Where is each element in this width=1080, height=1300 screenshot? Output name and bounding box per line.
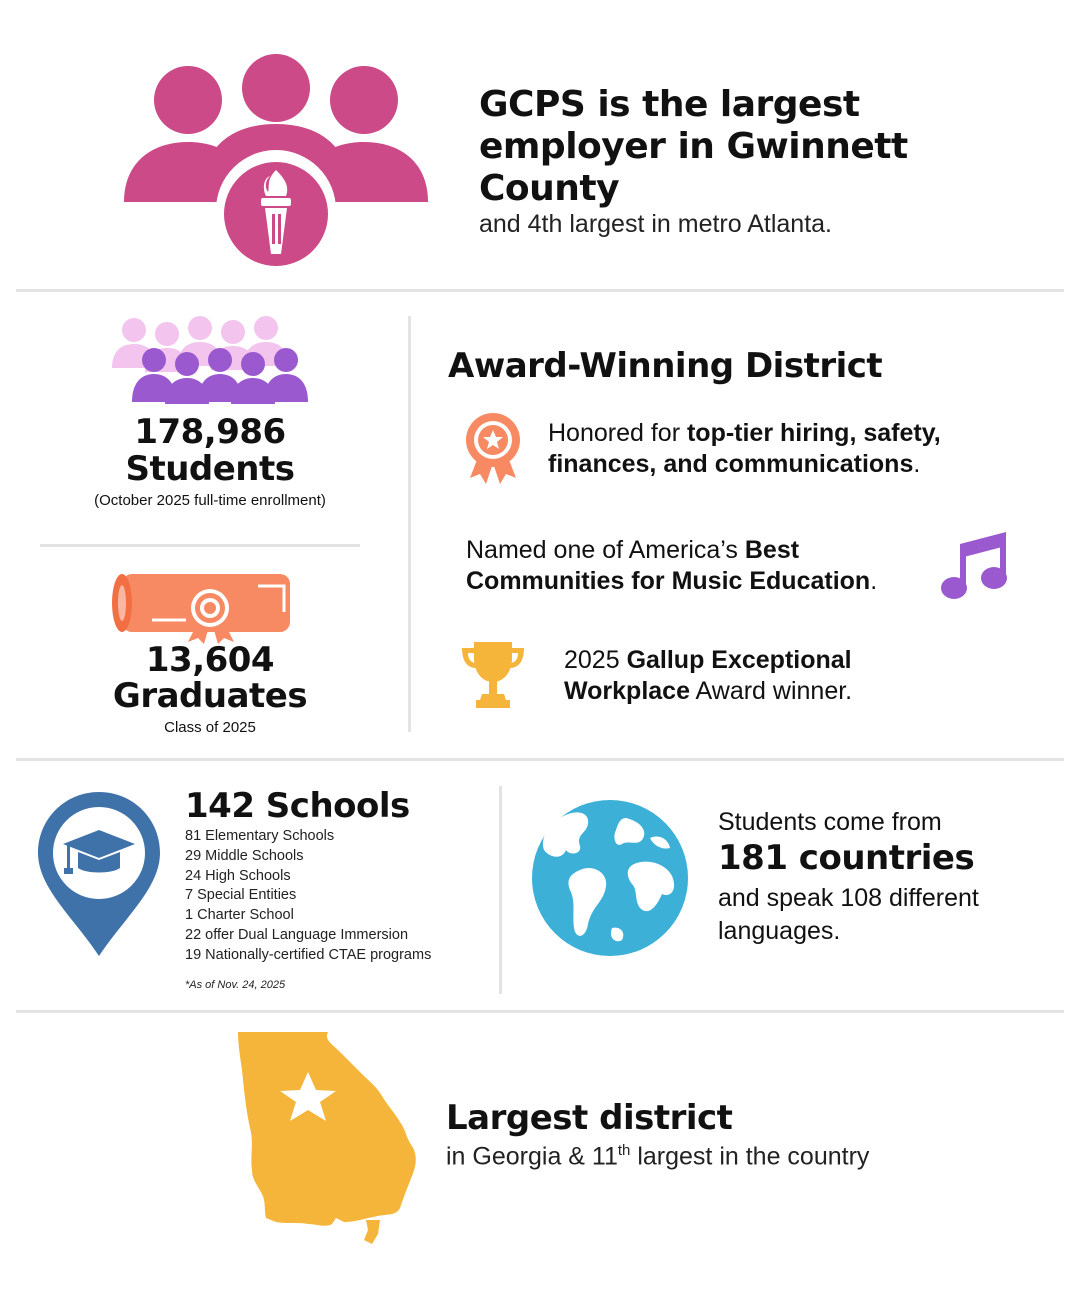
list-item: 24 High Schools: [185, 867, 291, 884]
largest-district-subtitle: in Georgia & 11th largest in the country: [446, 1142, 870, 1171]
graduates-note: Class of 2025: [164, 719, 256, 736]
people-torch-icon: [120, 52, 432, 268]
graduates-label: Graduates: [112, 676, 308, 716]
countries-count: 181 countries: [718, 838, 975, 878]
list-item: 1 Charter School: [185, 907, 294, 924]
list-item: 29 Middle Schools: [185, 847, 304, 864]
rosette-icon: [464, 412, 522, 484]
students-note: (October 2025 full-time enrollment): [94, 492, 326, 509]
list-item: 19 Nationally-certified CTAE programs: [185, 946, 432, 963]
trophy-icon: [460, 640, 526, 710]
countries-intro: Students come from: [718, 808, 942, 836]
list-item: 22 offer Dual Language Immersion: [185, 926, 409, 943]
employer-headline: GCPS is the largest employer in Gwinnett County: [479, 84, 908, 209]
list-item: 7 Special Entities: [185, 887, 297, 904]
divider: [40, 544, 360, 547]
students-count: 178,986: [134, 412, 286, 452]
music-note-icon: [940, 530, 1010, 602]
schools-heading: 142 Schools: [185, 786, 410, 826]
divider: [408, 316, 411, 732]
diploma-icon: [108, 568, 298, 644]
graduates-count: 13,604: [145, 640, 275, 680]
georgia-map-icon: [236, 1030, 420, 1248]
graduation-pin-icon: [36, 790, 162, 958]
divider: [499, 786, 502, 994]
languages-text: and speak 108 different languages.: [718, 884, 979, 945]
employer-subtitle: and 4th largest in metro Atlanta.: [479, 210, 832, 238]
students-label: Students: [125, 449, 295, 489]
schools-list: [185, 827, 431, 966]
divider: [16, 758, 1064, 761]
schools-footnote: *As of Nov. 24, 2025: [185, 979, 286, 991]
award-item-3: 2025 Gallup Exceptional Workplace Award winner.: [564, 646, 853, 705]
list-item: 81 Elementary Schools: [185, 828, 335, 844]
divider: [16, 1010, 1064, 1013]
globe-icon: [530, 798, 690, 958]
award-item-2: Named one of America’s Best Communities for Music Education.: [466, 536, 878, 595]
awards-heading: Award-Winning District: [448, 346, 883, 386]
divider: [16, 289, 1064, 292]
largest-district-heading: Largest district: [446, 1098, 733, 1138]
students-group-icon: [106, 316, 316, 406]
award-item-1: Honored for top-tier hiring, safety, finances, and communications.: [548, 419, 941, 478]
